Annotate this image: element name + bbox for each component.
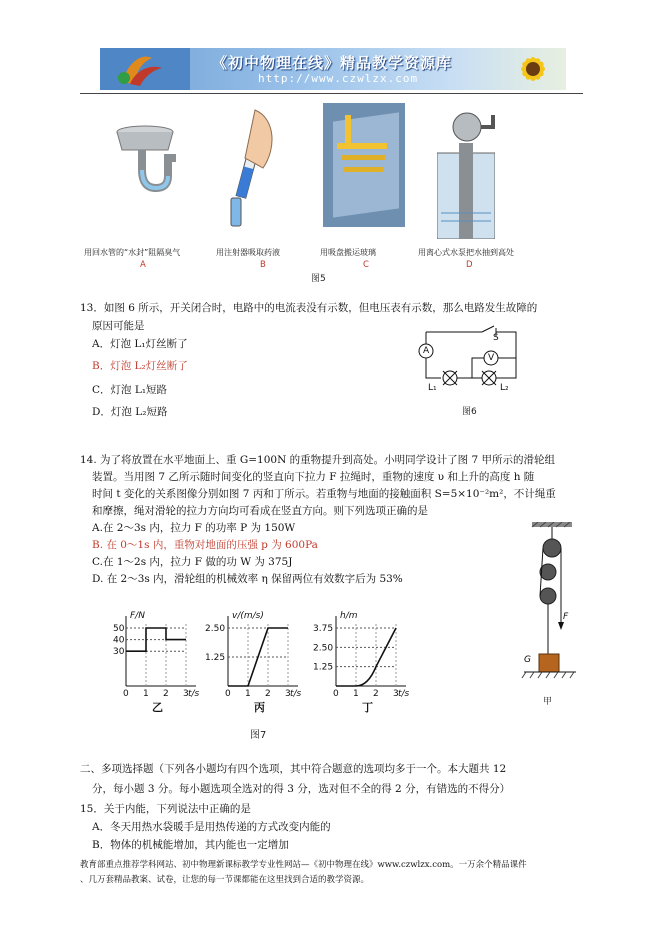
- fig5-caption-b: 用注射器吸取药液: [216, 248, 280, 257]
- chart-title: 丁: [362, 701, 373, 714]
- lamp2-label: L₂: [500, 383, 509, 393]
- x-tick-label: 0: [333, 689, 339, 699]
- banner-title: 《初中物理在线》精品教学资源库: [212, 54, 453, 72]
- q14-option-c: C.在 1～2s 内，拉力 F 做的功 W 为 375J: [92, 556, 293, 568]
- fig5-label: 图5: [311, 274, 326, 284]
- fig5-letter-d: D: [466, 260, 473, 270]
- x-axis-label: t/s: [398, 689, 410, 699]
- footer-line2: 、几万套精品教案、试卷，让您的每一节课都能在这里找到合适的教学资源。: [80, 875, 370, 885]
- y-tick-label: 40: [113, 635, 125, 646]
- x-tick-label: 3: [393, 689, 399, 699]
- q13-stem-line1: 13．如图 6 所示，开关闭合时，电路中的电流表没有示数，但电压表有示数，那么电路发生故障的: [80, 302, 538, 314]
- switch-label: S: [493, 333, 499, 343]
- fig7-charts: [104, 608, 416, 714]
- sunflower-icon: [500, 48, 566, 90]
- fig6-label: 图6: [462, 407, 477, 417]
- chart-title: 乙: [152, 701, 163, 714]
- x-tick-label: 0: [225, 689, 231, 699]
- suction-glass-illustration: [323, 103, 405, 227]
- pulley-weight-label: G: [524, 655, 531, 665]
- y-tick-label: 30: [113, 647, 125, 658]
- q14-stem-line3: 时间 t 变化的关系图像分别如图 7 丙和丁所示。若重物与地面的接触面积 S=5×10⁻²m²，不计绳重: [92, 488, 556, 500]
- fig7-label: 图7: [250, 730, 267, 741]
- y-axis-label: h/m: [340, 611, 358, 621]
- q14-stem-line1: 14. 为了将放置在水平地面上、重 G=100N 的重物提升到高处。小明同学设计了图 7 甲所示的滑轮组: [80, 454, 555, 466]
- fig5-caption-d: 用离心式水泵把水抽到高处: [418, 248, 514, 257]
- header-banner: [100, 48, 566, 90]
- q13-option-c: C．灯泡 L₁短路: [92, 384, 168, 396]
- q13-option-b: B．灯泡 L₂灯丝断了: [92, 360, 188, 372]
- fig5-letter-a: A: [140, 260, 146, 270]
- x-tick-label: 1: [143, 689, 149, 699]
- y-axis-label: F/N: [130, 611, 145, 621]
- q14-option-d: D. 在 2～3s 内，滑轮组的机械效率 η 保留两位有效数字后为 53%: [92, 573, 403, 585]
- y-tick-label: 3.75: [313, 624, 334, 634]
- footer-line1: 教育部重点推荐学科网站、初中物理新课标教学专业性网站—《初中物理在线》www.czwlzx.com。一万余个精品课件: [80, 860, 527, 870]
- y-axis-label: v/(m/s): [232, 611, 264, 621]
- ammeter-label: A: [423, 346, 430, 356]
- x-tick-label: 2: [373, 689, 379, 699]
- x-tick-label: 3: [285, 689, 291, 699]
- centrifugal-pump-illustration: [437, 103, 495, 239]
- y-tick-label: 50: [113, 624, 125, 634]
- pulley-label: 甲: [543, 697, 553, 707]
- fig5-letter-c: C: [363, 260, 369, 270]
- logo-icon: [100, 48, 190, 90]
- x-axis-label: t/s: [188, 689, 200, 699]
- y-tick-label: 1.25: [313, 662, 334, 673]
- x-tick-label: 0: [123, 689, 129, 699]
- drain-trap-illustration: [110, 118, 180, 228]
- x-tick-label: 2: [163, 689, 169, 699]
- y-tick-label: 2.50: [205, 624, 226, 634]
- pulley-force-label: F: [563, 612, 569, 622]
- x-tick-label: 1: [245, 689, 251, 699]
- fig5-letter-b: B: [260, 260, 266, 270]
- section2-line1: 二、多项选择题（下列各小题均有四个选项，其中符合题意的选项均多于一个。本大题共 12: [80, 763, 507, 775]
- q14-option-a: A.在 2～3s 内，拉力 F 的功率 P 为 150W: [92, 522, 296, 534]
- q14-stem-line2: 装置。当用图 7 乙所示随时间变化的竖直向下拉力 F 拉绳时，重物的速度 υ 和上升的高度 h 随: [92, 471, 535, 483]
- y-tick-label: 2.50: [313, 643, 334, 654]
- x-axis-label: t/s: [290, 689, 302, 699]
- q15-option-b: B．物体的机械能增加，其内能也一定增加: [92, 839, 289, 851]
- x-tick-label: 3: [183, 689, 189, 699]
- q13-stem-line2: 原因可能是: [92, 320, 145, 332]
- section2-line2: 分，每小题 3 分。每小题选项全选对的得 3 分，选对但不全的得 2 分，有错选的不得分）: [92, 783, 511, 795]
- q15-stem: 15．关于内能，下列说法中正确的是: [80, 803, 251, 815]
- syringe-illustration: [215, 108, 285, 230]
- banner-url[interactable]: http://www.czwlzx.com: [258, 72, 419, 85]
- voltmeter-label: V: [488, 353, 495, 363]
- fig5-caption-c: 用吸盘搬运玻璃: [320, 248, 376, 257]
- lamp1-label: L₁: [428, 383, 437, 393]
- fig5-caption-a: 用回水管的“水封”阻隔臭气: [84, 248, 181, 257]
- x-tick-label: 1: [353, 689, 359, 699]
- q15-option-a: A．冬天用热水袋暖手是用热传递的方式改变内能的: [92, 821, 331, 833]
- q13-option-a: A．灯泡 L₁灯丝断了: [92, 338, 188, 350]
- q14-option-b: B. 在 0～1s 内，重物对地面的压强 p 为 600Pa: [92, 539, 318, 551]
- q14-stem-line4: 和摩擦，绳对滑轮的拉力方向均可看成在竖直方向。则下列选项正确的是: [92, 505, 428, 517]
- x-tick-label: 2: [265, 689, 271, 699]
- series-line: [336, 628, 396, 686]
- header-rule: [80, 93, 583, 94]
- y-tick-label: 1.25: [205, 653, 226, 663]
- chart-title: 丙: [254, 701, 265, 714]
- q13-option-d: D．灯泡 L₂短路: [92, 406, 168, 418]
